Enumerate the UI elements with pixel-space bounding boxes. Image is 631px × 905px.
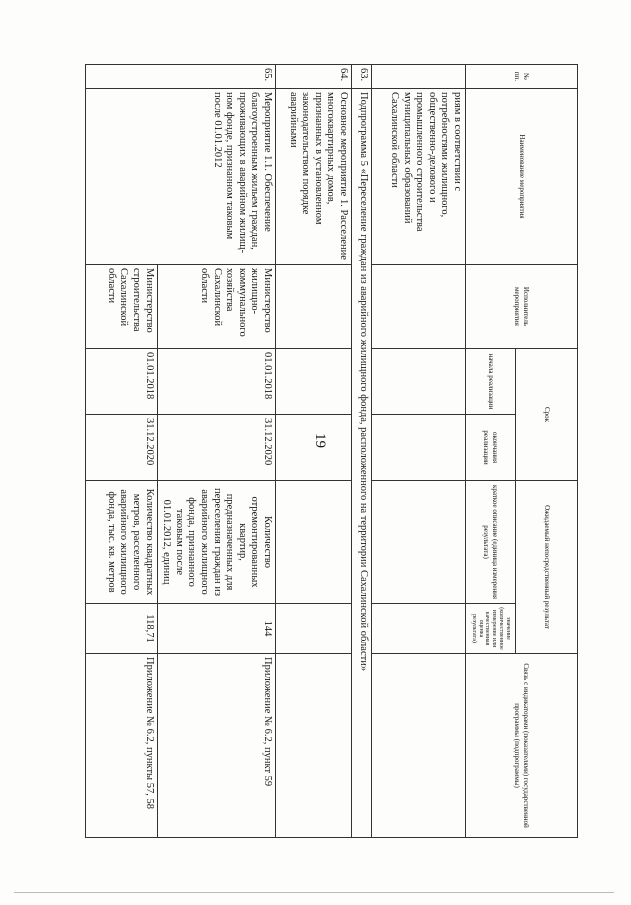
header-term-end: окончания реализации xyxy=(466,415,516,481)
table-row xyxy=(276,65,352,838)
header-result-desc: краткое описание (единица измерения результата) xyxy=(466,481,516,604)
row-65b-desc: Количество квадратных метров, расселенного аварийного жилищного фонда, тыс. кв. метров xyxy=(85,481,157,604)
header-term: Срок xyxy=(516,349,578,481)
page-number: 19 xyxy=(312,433,328,448)
header-term-start: начала реализации xyxy=(466,349,516,415)
row-65a-start: 01.01.2018 xyxy=(157,349,275,415)
table-row xyxy=(352,65,372,838)
table-row xyxy=(157,65,275,838)
row-65b-link: Приложение № 6.2, пункты 57, 58 xyxy=(85,654,157,838)
row-65b-executor: Министерство строительства Сахалинской области xyxy=(85,265,157,349)
rotated-table-page xyxy=(83,64,578,837)
row-65a-link: Приложение № 6.2, пункт 59 xyxy=(157,654,275,838)
program-table xyxy=(85,64,578,838)
row-65-name: Мероприятие 1.1. Обеспечение благоустроенным жильем граждан, проживающих в аварийном жилищ-ном фонде, признанном таковым после 01.01.2012 xyxy=(85,89,275,265)
header-result-value: значение (количественное измерение или качественная оценка результата) xyxy=(466,604,516,654)
row-64-name: Основное мероприятие 1. Расселение многоквартирных домов, признанных в установленном законодательством порядке аварийными xyxy=(276,89,352,265)
row-65a-desc: Количество отремонтированных квартир, предназначенных для переселения граждан из аварийного жилищного фонда, признанного таковым после 01.01.2012, единиц xyxy=(157,481,275,604)
row-65b-start: 01.01.2018 xyxy=(85,349,157,415)
header-num: № пп. xyxy=(466,65,578,89)
row-65b-value: 118,71 xyxy=(85,604,157,654)
header-link: Связь с индикаторами (показателями) государственной программы (подпрограммы) xyxy=(466,654,578,838)
row-65a-executor: Министерство жилищно-коммунального хозяйства Сахалинской области xyxy=(157,265,275,349)
header-name: Наименование мероприятия xyxy=(466,89,578,265)
table-row xyxy=(372,65,466,838)
row-64-num: 64. xyxy=(276,65,352,89)
row-cont-name: риям в соответствии с потребностями жилищного, общественно-делового и промышленного строительства муниципальных образований Сахалинской области xyxy=(372,89,466,265)
row-65b-end: 31.12.2020 xyxy=(85,415,157,481)
header-executor: Исполнитель мероприятия xyxy=(466,265,578,349)
scan-edge-line xyxy=(14,892,614,893)
row-65-num: 65. xyxy=(85,65,275,89)
header-result: Ожидаемый непосредственный результат xyxy=(516,481,578,654)
row-63-text: Подпрограмма 5 «Переселение граждан из аварийного жилищного фонда, расположенного на территории Сахалинской области» xyxy=(352,89,372,838)
row-65a-value: 144 xyxy=(157,604,275,654)
row-65a-end: 31.12.2020 xyxy=(157,415,275,481)
row-63-num: 63. xyxy=(352,65,372,89)
